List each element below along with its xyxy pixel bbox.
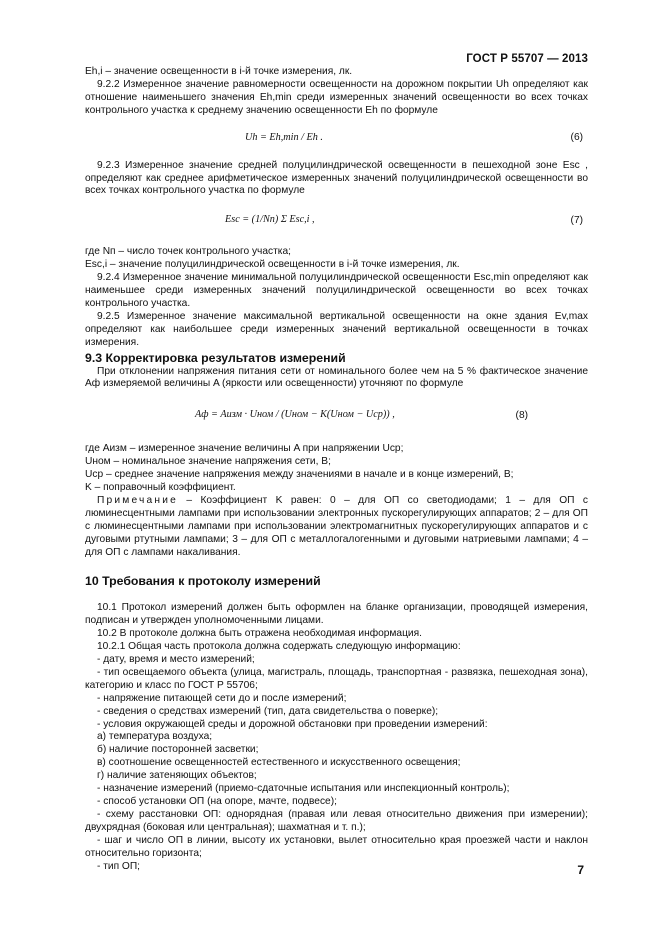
paragraph-9-2-2: 9.2.2 Измеренное значение равномерности освещенности на дорожном покрытии Uh определяют как отношение наименьшего значения Eh,min среди измеренных значений освещенности во всех точках контрольного участка к среднему значению освещенности Eh по формуле (85, 78, 588, 116)
list-item: - сведения о средствах измерений (тип, дата свидетельства о поверке); (97, 705, 439, 717)
where-8-a: где Aизм – измеренное значение величины A при напряжении Uср; (85, 443, 404, 455)
paragraph-10-2-1: 10.2.1 Общая часть протокола должна содержать следующую информацию: (97, 641, 461, 653)
list-item: - условия окружающей среды и дорожной обстановки при проведении измерений: (97, 718, 488, 730)
where-8-c: Uср – среднее значение напряжения между значениями в начале и в конце измерений, В; (85, 469, 514, 481)
formula-7-number: (7) (570, 215, 583, 227)
formula-8-expression: Aф = Aизм · Uном / (Uном − K(Uном − Uср)) , (195, 409, 395, 421)
page-number: 7 (577, 863, 584, 877)
formula-6 (85, 122, 588, 156)
list-item: - схему расстановки ОП: однорядная (правая или левая относительно движения при измерении); двухрядная (боковая или центральная); шахматная и т. п.); (85, 808, 588, 833)
section-9-3-heading: 9.3 Корректировка результатов измерений (85, 350, 346, 365)
page-body (85, 66, 588, 873)
formula-6-number: (6) (570, 131, 583, 143)
where-8-b: Uном – номинальное значение напряжения сети, В; (85, 456, 331, 468)
paragraph-9-2-5: 9.2.5 Измеренное значение максимальной вертикальной освещенности на окне здания Ev,max определяют как наибольшее среди измеренных значений вертикальной освещенности в точках измерения. (85, 310, 588, 348)
note (85, 495, 588, 560)
paragraph-10-2: 10.2 В протоколе должна быть отражена необходимая информация. (97, 628, 422, 640)
paragraph-9-2-3: 9.2.3 Измеренное значение средней полуцилиндрической освещенности в пешеходной зоне Esc , определяют как среднее арифметическое измеренных значений полуцилиндрической освещенности во всех точках контрольного участка по формуле (85, 159, 588, 197)
where-7-n: где Nп – число точек контрольного участка; (85, 246, 291, 258)
formula-6-expression: Uh = Eh,min / Eh . (245, 131, 323, 143)
paragraph-10-1: 10.1 Протокол измерений должен быть оформлен на бланке организации, проводящей измерения, подписан и утвержден уполномоченными лицами. (85, 602, 588, 627)
where-7-esc: Esc,i – значение полуцилиндрической освещенности в i-й точке измерения, лк. (85, 259, 460, 271)
formula-7-expression: Esc = (1/Nп) Σ Esc,i , (225, 214, 315, 226)
formula-8 (85, 395, 588, 439)
standard-header: ГОСТ Р 55707 — 2013 (466, 53, 588, 65)
list-item: - шаг и число ОП в линии, высоту их установки, вылет относительно края проезжей части и наклон относительно горизонта; (85, 834, 588, 859)
definition-eh-i: Eh,i – значение освещенности в i-й точке измерения, лк. (85, 66, 353, 77)
list-item: б) наличие посторонней засветки; (97, 744, 259, 756)
list-item: - назначение измерений (приемо-сдаточные испытания или инспекционный контроль); (97, 783, 510, 795)
list-item: а) температура воздуха; (97, 731, 213, 743)
list-item: - напряжение питающей сети до и после измерений; (97, 692, 347, 704)
where-8-d: K – поправочный коэффициент. (85, 482, 236, 494)
list-item: - тип ОП; (97, 860, 141, 872)
note-label: Примечание (97, 494, 178, 506)
list-item: г) наличие затеняющих объектов; (97, 770, 257, 782)
list-item: - дату, время и место измерений; (97, 654, 255, 665)
list-item: - тип освещаемого объекта (улица, магистраль, площадь, транспортная - развязка, пешеходная зона), категорию и класс по ГОСТ Р 55706; (85, 666, 588, 691)
section-10-heading: 10 Требования к протоколу измерений (85, 574, 321, 589)
paragraph-9-2-4: 9.2.4 Измеренное значение минимальной полуцилиндрической освещенности Esc,min определяют как наименьшее среди измеренных значений полуцилиндрической освещенности во всех точках контрольного участка. (85, 272, 588, 309)
list-item: - способ установки ОП (на опоре, мачте, подвесе); (97, 795, 337, 807)
formula-8-number: (8) (515, 410, 528, 422)
paragraph-9-3: При отклонении напряжения питания сети от номинального более чем на 5 % фактическое значение Aф измеряемой величины A (яркости или освещенности) уточняют по формуле (85, 365, 588, 390)
formula-7 (85, 202, 588, 242)
note-text: – Коэффициент K равен: 0 – для ОП со светодиодами; 1 – для ОП с люминесцентными лампами при использовании электронных пускорегулирующих аппаратов; 2 – для ОП с люминесцентными лампами при использовании электромагнитных пускорегулирующих аппаратов и с дуговыми ртутными лампами; 3 – для ОП с металлогалогенными и дуговыми натриевыми лампами; 4 – для ОП с лампами накаливания. (85, 494, 588, 558)
list-item: в) соотношение освещенностей естественного и искусственного освещения; (97, 757, 461, 769)
